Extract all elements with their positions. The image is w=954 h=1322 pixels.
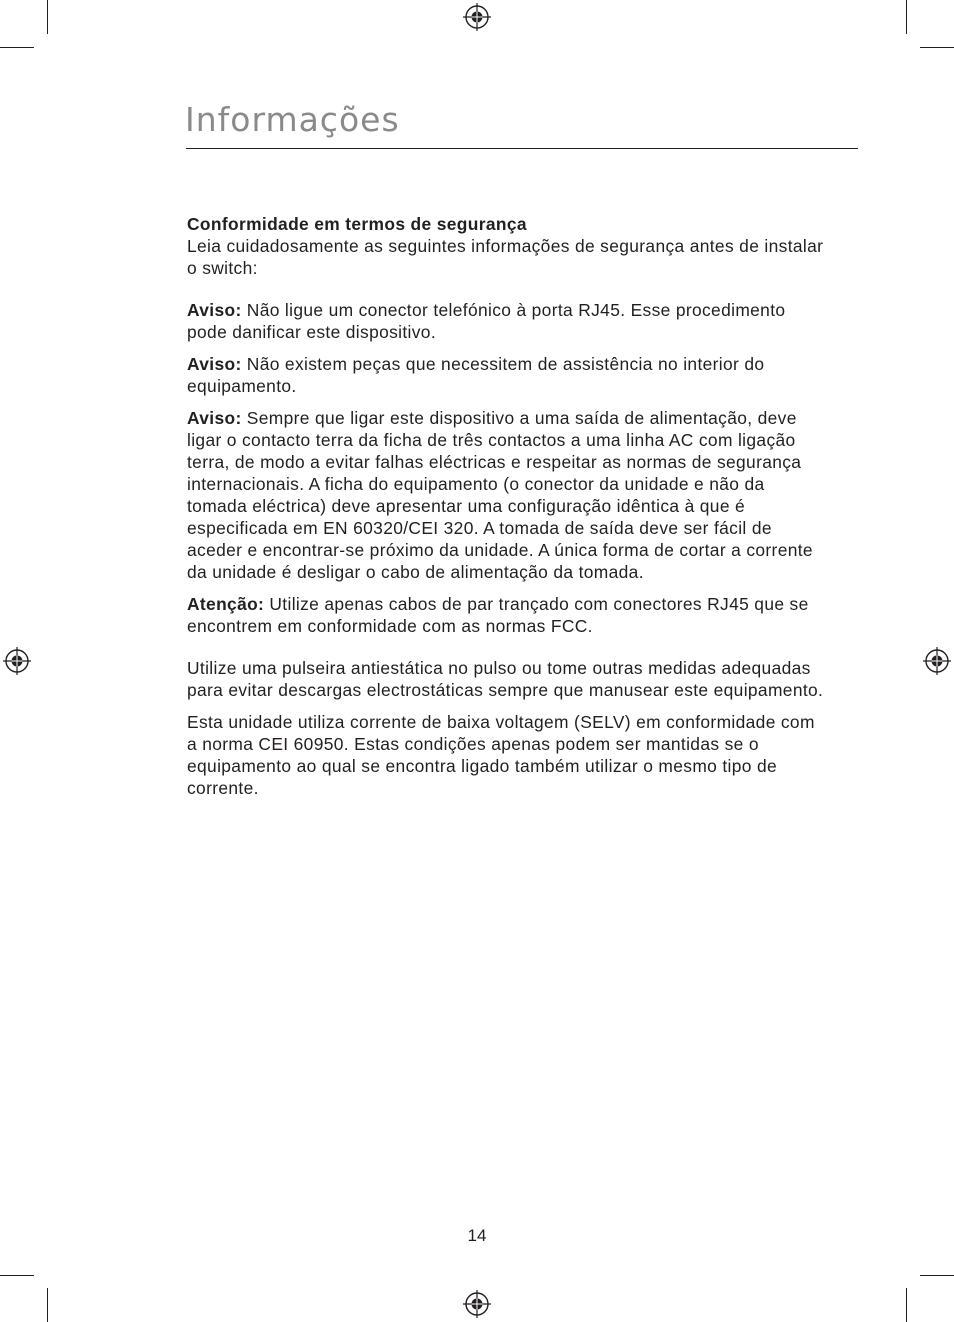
warning-paragraph	[187, 353, 827, 397]
warning-text: Sempre que ligar este dispositivo a uma saída de alimentação, deve ligar o contacto terra da ficha de três contactos a uma linha AC com ligação terra, de modo a evitar falhas eléctricas e respeitar as normas de segurança internacionais. A ficha do equipamento (o conector da unidade e não da tomada eléctrica) deve apresentar uma configuração idêntica à que é especificada em EN 60320/CEI 320. A tomada de saída deve ser fácil de aceder e encontrar-se próximo da unidade. A única forma de cortar a corrente da unidade é desligar o cabo de alimentação da tomada.	[187, 408, 813, 582]
section-intro: Leia cuidadosamente as seguintes informações de segurança antes de instalar o switch:	[187, 236, 824, 278]
section-heading: Conformidade em termos de segurança	[187, 214, 527, 234]
body-paragraph: Utilize uma pulseira antiestática no pulso ou tome outras medidas adequadas para evitar descargas electrostáticas sempre que manusear este equipamento.	[187, 658, 824, 700]
caution-text: Utilize apenas cabos de par trançado com conectores RJ45 que se encontrem em conformidade com as normas FCC.	[187, 594, 809, 636]
crop-mark	[920, 47, 954, 48]
crop-mark	[920, 1275, 954, 1276]
page-title: Informações	[185, 100, 400, 139]
crop-mark	[47, 1288, 48, 1322]
warning-label: Aviso:	[187, 408, 242, 428]
registration-mark-icon	[3, 647, 31, 675]
body-paragraph: Esta unidade utiliza corrente de baixa voltagem (SELV) em conformidade com a norma CEI 60950. Estas condições apenas podem ser mantidas se o equipamento ao qual se encontra ligado também utilizar o mesmo tipo de corrente.	[187, 712, 815, 798]
crop-mark	[47, 0, 48, 34]
warning-text: Não existem peças que necessitem de assistência no interior do equipamento.	[187, 354, 765, 396]
warning-label: Aviso:	[187, 300, 242, 320]
crop-mark	[0, 47, 34, 48]
warning-paragraph	[187, 299, 827, 343]
page-number: 14	[467, 1226, 487, 1245]
document-body	[187, 213, 827, 799]
warning-label: Aviso:	[187, 354, 242, 374]
warning-text: Não ligue um conector telefónico à porta RJ45. Esse procedimento pode danificar este dispositivo.	[187, 300, 786, 342]
registration-mark-icon	[923, 647, 951, 675]
crop-mark	[0, 1275, 34, 1276]
caution-paragraph	[187, 593, 827, 637]
caution-label: Atenção:	[187, 594, 265, 614]
registration-mark-icon	[463, 3, 491, 31]
registration-mark-icon	[463, 1290, 491, 1318]
header-divider	[186, 148, 858, 149]
crop-mark	[906, 1288, 907, 1322]
warning-paragraph	[187, 407, 827, 583]
crop-mark	[906, 0, 907, 34]
